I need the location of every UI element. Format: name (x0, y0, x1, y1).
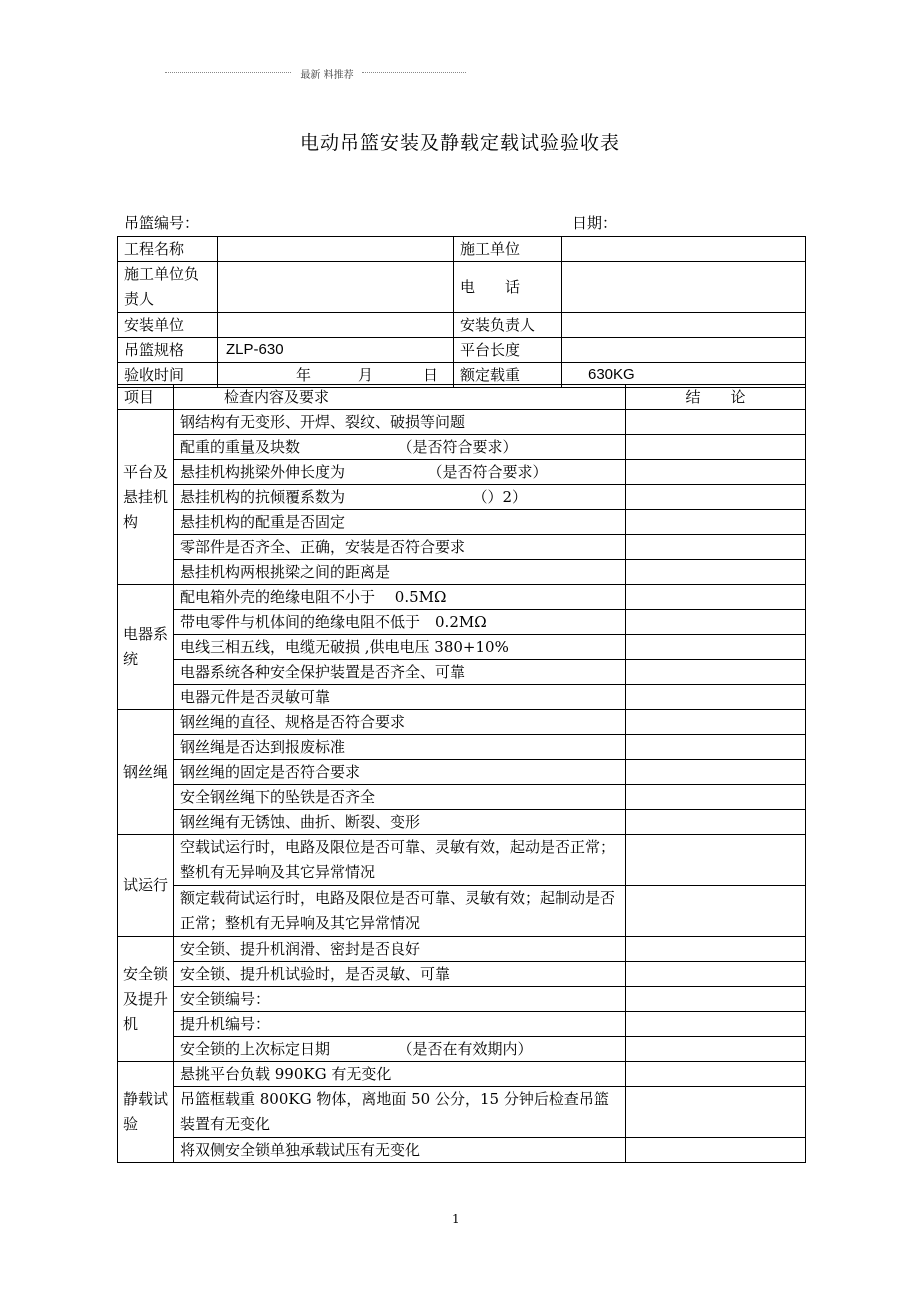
platform-length-label: 平台长度 (454, 338, 562, 363)
result-cell[interactable] (626, 987, 806, 1012)
result-cell[interactable] (626, 1037, 806, 1062)
phone-value[interactable] (562, 262, 806, 313)
result-cell[interactable] (626, 510, 806, 535)
check-item: 提升机编号： (174, 1012, 626, 1037)
construction-unit-label: 施工单位 (454, 237, 562, 262)
section-name: 静载试验 (118, 1062, 174, 1163)
check-item: 悬挂机构的配重是否固定 (174, 510, 626, 535)
check-item: 将双侧安全锁单独承载试压有无变化 (174, 1138, 626, 1163)
section-name: 平台及悬挂机构 (118, 410, 174, 585)
check-item: 钢丝绳有无锈蚀、曲折、断裂、变形 (174, 810, 626, 835)
result-header: 结 论 (626, 385, 806, 410)
info-table (117, 236, 806, 388)
content-header: 检查内容及要求 (174, 385, 626, 410)
check-item: 配电箱外壳的绝缘电阻不小于 0.5MΩ (174, 585, 626, 610)
check-item: 悬挑平台负载 990KG 有无变化 (174, 1062, 626, 1087)
result-cell[interactable] (626, 460, 806, 485)
result-cell[interactable] (626, 810, 806, 835)
result-cell[interactable] (626, 710, 806, 735)
checklist-table (117, 384, 806, 1163)
check-item: 悬挂机构的抗倾覆系数为 （）2） (174, 485, 626, 510)
check-item: 安全锁、提升机试验时，是否灵敏、可靠 (174, 962, 626, 987)
result-cell[interactable] (626, 785, 806, 810)
install-leader-label: 安装负责人 (454, 313, 562, 338)
result-cell[interactable] (626, 937, 806, 962)
check-item: 钢丝绳的直径、规格是否符合要求 (174, 710, 626, 735)
check-item: 电器系统各种安全保护装置是否齐全、可靠 (174, 660, 626, 685)
install-leader-value[interactable] (562, 313, 806, 338)
result-cell[interactable] (626, 610, 806, 635)
rated-load-value[interactable]: 630KG (562, 363, 806, 388)
header-line-left (165, 72, 291, 73)
result-cell[interactable] (626, 886, 806, 937)
result-cell[interactable] (626, 485, 806, 510)
construction-unit-leader-label: 施工单位负责人 (118, 262, 218, 313)
check-item: 钢结构有无变形、开焊、裂纹、破损等问题 (174, 410, 626, 435)
header-line-right (362, 72, 466, 73)
construction-unit-leader-value[interactable] (218, 262, 454, 313)
check-item: 钢丝绳的固定是否符合要求 (174, 760, 626, 785)
check-item: 带电零件与机体间的绝缘电阻不低于 0.2MΩ (174, 610, 626, 635)
section-name: 钢丝绳 (118, 710, 174, 835)
check-item: 零部件是否齐全、正确，安装是否符合要求 (174, 535, 626, 560)
install-unit-value[interactable] (218, 313, 454, 338)
result-cell[interactable] (626, 560, 806, 585)
phone-label: 电 话 (454, 262, 562, 313)
check-item: 悬挂机构挑梁外伸长度为 （是否符合要求） (174, 460, 626, 485)
result-cell[interactable] (626, 635, 806, 660)
section-name: 电器系统 (118, 585, 174, 710)
result-cell[interactable] (626, 735, 806, 760)
result-cell[interactable] (626, 1138, 806, 1163)
check-item: 配重的重量及块数 （是否符合要求） (174, 435, 626, 460)
check-item: 安全钢丝绳下的坠铁是否齐全 (174, 785, 626, 810)
result-cell[interactable] (626, 1087, 806, 1138)
check-item: 钢丝绳是否达到报废标准 (174, 735, 626, 760)
result-cell[interactable] (626, 835, 806, 886)
check-item: 安全锁、提升机润滑、密封是否良好 (174, 937, 626, 962)
result-cell[interactable] (626, 435, 806, 460)
item-header: 项目 (118, 385, 174, 410)
check-item: 吊篮框载重 800KG 物体，离地面 50 公分，15 分钟后检查吊篮装置有无变化 (174, 1087, 626, 1138)
basket-no-label: 吊篮编号： (124, 214, 200, 232)
date-label: 日期： (572, 214, 618, 232)
project-name-value[interactable] (218, 237, 454, 262)
check-item: 安全锁编号： (174, 987, 626, 1012)
spec-label: 吊篮规格 (118, 338, 218, 363)
spec-value[interactable]: ZLP-630 (218, 338, 454, 363)
install-unit-label: 安装单位 (118, 313, 218, 338)
result-cell[interactable] (626, 585, 806, 610)
result-cell[interactable] (626, 760, 806, 785)
section-name: 安全锁及提升机 (118, 937, 174, 1062)
check-item: 安全锁的上次标定日期 （是否在有效期内） (174, 1037, 626, 1062)
check-item: 空载试运行时，电路及限位是否可靠、灵敏有效，起动是否正常；整机有无异响及其它异常情况 (174, 835, 626, 886)
result-cell[interactable] (626, 410, 806, 435)
check-item: 电器元件是否灵敏可靠 (174, 685, 626, 710)
header-text: 最新 料推荐 (300, 70, 354, 81)
result-cell[interactable] (626, 962, 806, 987)
result-cell[interactable] (626, 535, 806, 560)
project-name-label: 工程名称 (118, 237, 218, 262)
accept-time-label: 验收时间 (118, 363, 218, 388)
day-label: 日 (423, 366, 439, 384)
result-cell[interactable] (626, 685, 806, 710)
result-cell[interactable] (626, 1012, 806, 1037)
month-label: 月 (358, 366, 374, 384)
check-item: 额定载荷试运行时，电路及限位是否可靠、灵敏有效；起制动是否正常；整机有无异响及其它异常情况 (174, 886, 626, 937)
year-label: 年 (296, 366, 312, 384)
rated-load-label: 额定载重 (454, 363, 562, 388)
check-item: 电线三相五线，电缆无破损 ,供电电压 380+10% (174, 635, 626, 660)
section-name: 试运行 (118, 835, 174, 937)
result-cell[interactable] (626, 660, 806, 685)
page-title: 电动吊篮安装及静载定载试验验收表 (299, 132, 620, 154)
page-number: 1 (452, 1212, 460, 1226)
result-cell[interactable] (626, 1062, 806, 1087)
check-item: 悬挂机构两根挑梁之间的距离是 (174, 560, 626, 585)
construction-unit-value[interactable] (562, 237, 806, 262)
platform-length-value[interactable] (562, 338, 806, 363)
